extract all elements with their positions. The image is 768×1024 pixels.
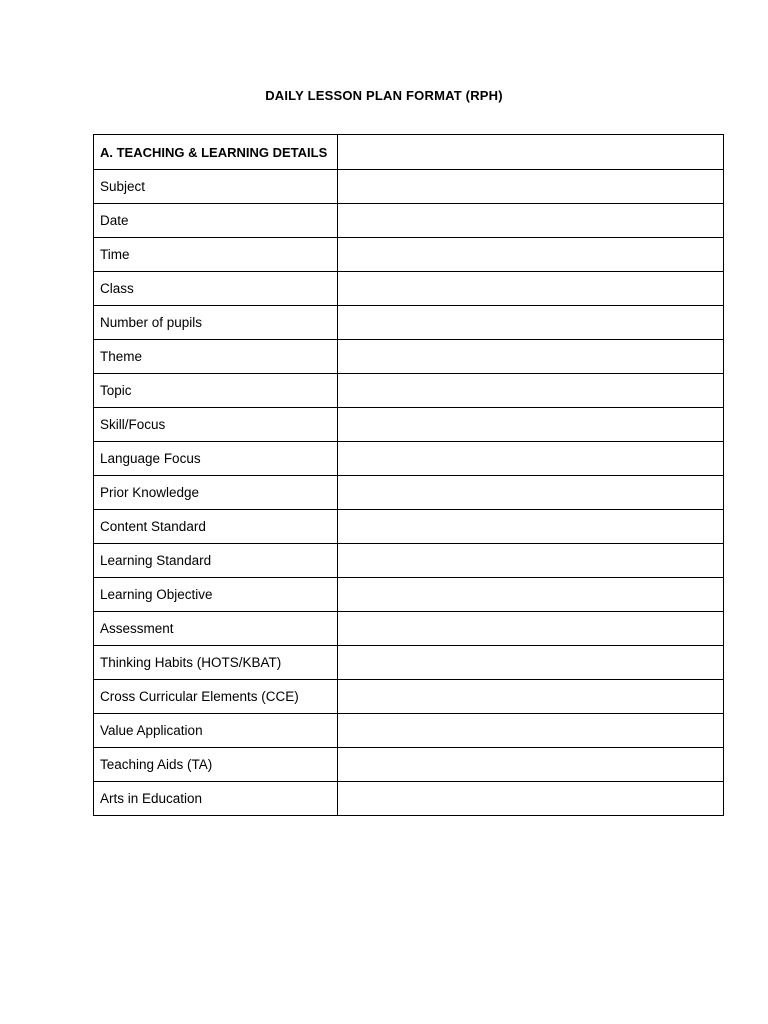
row-value-cell[interactable] bbox=[338, 408, 724, 442]
row-label-cell: Class bbox=[94, 272, 338, 306]
row-value-cell[interactable] bbox=[338, 612, 724, 646]
row-label-cell: Date bbox=[94, 204, 338, 238]
row-value-cell[interactable] bbox=[338, 374, 724, 408]
row-label-cell: Assessment bbox=[94, 612, 338, 646]
row-value-cell[interactable] bbox=[338, 170, 724, 204]
table-row bbox=[94, 680, 724, 714]
table-row bbox=[94, 374, 724, 408]
row-value-cell[interactable] bbox=[338, 646, 724, 680]
table-row bbox=[94, 612, 724, 646]
row-value-cell[interactable] bbox=[338, 680, 724, 714]
row-value-cell[interactable] bbox=[338, 510, 724, 544]
row-label-cell: Subject bbox=[94, 170, 338, 204]
lesson-plan-table bbox=[93, 134, 724, 816]
row-label-cell: Cross Curricular Elements (CCE) bbox=[94, 680, 338, 714]
table-row bbox=[94, 272, 724, 306]
row-label-cell: Arts in Education bbox=[94, 782, 338, 816]
table-row bbox=[94, 442, 724, 476]
table-row bbox=[94, 170, 724, 204]
row-value-cell[interactable] bbox=[338, 544, 724, 578]
table-row bbox=[94, 238, 724, 272]
section-header-value-cell bbox=[338, 135, 724, 170]
table-row bbox=[94, 408, 724, 442]
table-row bbox=[94, 476, 724, 510]
row-label-cell: Theme bbox=[94, 340, 338, 374]
table-row bbox=[94, 578, 724, 612]
table-row bbox=[94, 340, 724, 374]
row-label-cell: Thinking Habits (HOTS/KBAT) bbox=[94, 646, 338, 680]
row-label-cell: Time bbox=[94, 238, 338, 272]
table-row bbox=[94, 510, 724, 544]
table-row bbox=[94, 714, 724, 748]
row-label-cell: Number of pupils bbox=[94, 306, 338, 340]
row-label-cell: Learning Standard bbox=[94, 544, 338, 578]
row-label-cell: Learning Objective bbox=[94, 578, 338, 612]
row-label-cell: Skill/Focus bbox=[94, 408, 338, 442]
row-value-cell[interactable] bbox=[338, 748, 724, 782]
row-label-cell: Topic bbox=[94, 374, 338, 408]
row-value-cell[interactable] bbox=[338, 476, 724, 510]
table-row bbox=[94, 544, 724, 578]
section-header-row bbox=[94, 135, 724, 170]
row-value-cell[interactable] bbox=[338, 442, 724, 476]
row-value-cell[interactable] bbox=[338, 238, 724, 272]
row-label-cell: Teaching Aids (TA) bbox=[94, 748, 338, 782]
row-value-cell[interactable] bbox=[338, 272, 724, 306]
row-value-cell[interactable] bbox=[338, 340, 724, 374]
section-header-cell: A. TEACHING & LEARNING DETAILS bbox=[94, 135, 338, 170]
row-label-cell: Content Standard bbox=[94, 510, 338, 544]
row-value-cell[interactable] bbox=[338, 578, 724, 612]
row-value-cell[interactable] bbox=[338, 306, 724, 340]
table-row bbox=[94, 748, 724, 782]
table-row bbox=[94, 306, 724, 340]
document-title: DAILY LESSON PLAN FORMAT (RPH) bbox=[265, 88, 503, 103]
row-value-cell[interactable] bbox=[338, 782, 724, 816]
table-row bbox=[94, 782, 724, 816]
row-value-cell[interactable] bbox=[338, 714, 724, 748]
table-row bbox=[94, 204, 724, 238]
row-value-cell[interactable] bbox=[338, 204, 724, 238]
row-label-cell: Prior Knowledge bbox=[94, 476, 338, 510]
table-row bbox=[94, 646, 724, 680]
row-label-cell: Value Application bbox=[94, 714, 338, 748]
row-label-cell: Language Focus bbox=[94, 442, 338, 476]
